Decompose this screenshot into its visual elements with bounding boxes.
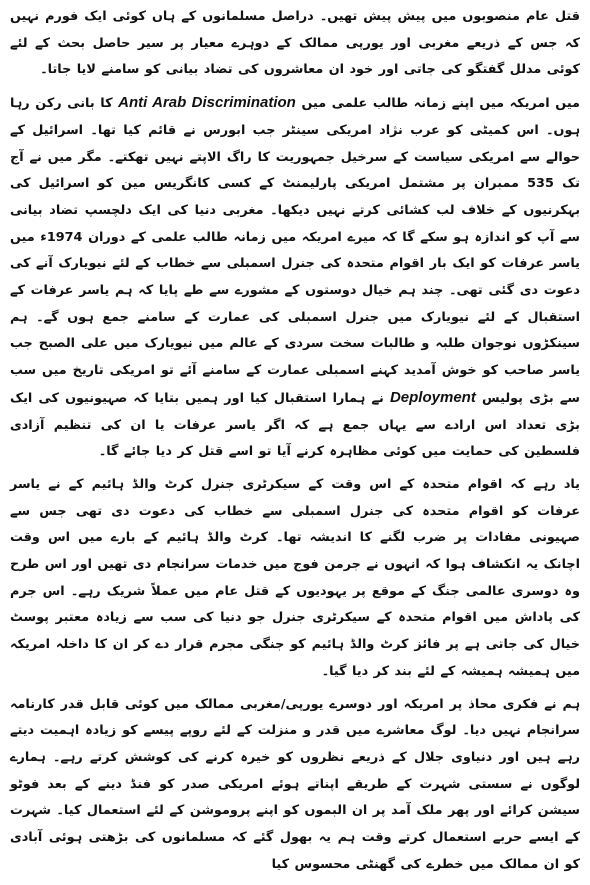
english-term: Anti Arab Discrimination [118, 94, 296, 112]
text-segment: قتل عام منصوبوں میں پیش پیش تھیں۔ دراصل مسلمانوں کے ہاں کوئی ایک فورم نہیں کہ جس کے ذریعے مغربی اور یورپی ممالک کے دوہرے معیار پر سیر حاصل بحث کے لئے کوئی مدلل گفتگو کی جاتی اور خود ان معاشروں کی تضاد بیانی کو سامنے لایا جاتا۔ [10, 9, 580, 78]
english-term: Deployment [389, 388, 476, 406]
text-segment: میں امریکہ میں اپنے زمانہ طالب علمی میں [295, 96, 580, 112]
text-segment: نے ہمارا استقبال کیا اور ہمیں بتایا کہ صہیونیوں کی ایک بڑی تعداد اس ارادے سے یہاں جمع ہے کہ اگر یاسر عرفات یا ان کی تنظیم آزادی فلسطین کی حمایت میں کوئی مظاہرہ کرنے آیا تو اسے قتل کر دیا جائے گا۔ [10, 390, 580, 460]
paragraph-4 [10, 692, 580, 879]
paragraph-1 [10, 4, 580, 84]
text-segment: ہم نے فکری محاذ پر امریکہ اور دوسرے یورپی/مغربی ممالک میں کوئی قابل قدر کارنامہ سرانجام نہیں دیا۔ لوگ معاشرے میں قدر و منزلت کے لئے روپے پیسے کو زیادہ اہمیت دیتے رہے ہیں اور دنیاوی جلال کے ذریعے نظروں کو خیرہ کرنے کی کوشش کرتے رہے۔ ہمارے لوگوں نے سستی شہرت کے طریقے اپناتے ہوئے امریکی صدر کو فنڈ دینے کے بعد فوٹو سیشن کرائے اور پھر ملک آمد پر ان البموں کو اپنے پروموشن کے لئے استعمال کیا۔ شہرت کے ایسے حربے استعمال کرتے وقت ہم یہ بھول گئے کہ مسلمانوں کی بڑھتی ہوئی آبادی کو ان ممالک میں خطرے کی گھنٹی محسوس کیا [10, 696, 580, 872]
text-segment: یاد رہے کہ اقوام متحدہ کے اس وقت کے سیکرٹری جنرل کرٹ والڈ ہائیم کے نے یاسر عرفات کو اقوام متحدہ کی جنرل اسمبلی سے خطاب کی دعوت دی تھی جس سے صہیونی مفادات پر ضرب لگنے کا اندیشہ تھا۔ کرٹ والڈ ہائیم کے بارے میں اس وقت اچانک یہ انکشاف ہوا کہ انہوں نے جرمن فوج میں خدمات سرانجام دی تھیں اور اس طرح وہ دوسری عالمی جنگ کے موقع پر یہودیوں کے قتل عام میں عملاً شریک رہے۔ اس جرم کی پاداش میں اقوام متحدہ کے سیکرٹری جنرل جو دنیا کی سب سے زیادہ معتبر پوسٹ خیال کی جاتی ہے پر فائز کرٹ والڈ ہائیم کو جنگی مجرم قرار دے کر ان کا داخلہ امریکہ میں ہمیشہ ہمیشہ کے لئے بند کر دیا گیا۔ [10, 476, 580, 679]
paragraph-2 [10, 90, 580, 466]
text-segment: کا بانی رکن رہا ہوں۔ اس کمیٹی کو عرب نژاد امریکی سینٹر جب ابورس نے قائم کیا تھا۔ اسرائیل کے حوالے سے امریکی سیاست کے سرخیل جمہوریت کا راگ الاپتے نہیں تھکتے۔ مگر میں نے آج تک 535 ممبران پر مشتمل امریکی پارلیمنٹ کے کسی کانگریس مین کو اسرائیل کی بہکرنیوں کے خلاف لب کشائی کرتے نہیں دیکھا۔ مغربی دنیا کی ایک دلچسپ تضاد بیانی سے آپ کو اندازہ ہو سکے گا کہ میرے امریکہ میں زمانہ طالب علمی کے دوران 1974ء میں یاسر عرفات کو ایک بار اقوام متحدہ کی جنرل اسمبلی سے خطاب کے لئے نیویارک آنے کی دعوت دی گئی تھی۔ چند ہم خیال دوستوں کے مشورے سے طے پایا کہ ہم یاسر عرفات کے استقبال کے لئے نیویارک میں جنرل اسمبلی کی عمارت کے سامنے جمع ہوں گے۔ ہم سینکڑوں نوجوان طلبہ و طالبات سخت سردی کے عالم میں نیویارک میں علی الصبح جب یاسر صاحب کو خوش آمدید کہنے اسمبلی عمارت کے سامنے آئے تو امریکی تاریخ میں سب سے بڑی پولیس [10, 96, 580, 406]
paragraph-3 [10, 472, 580, 686]
